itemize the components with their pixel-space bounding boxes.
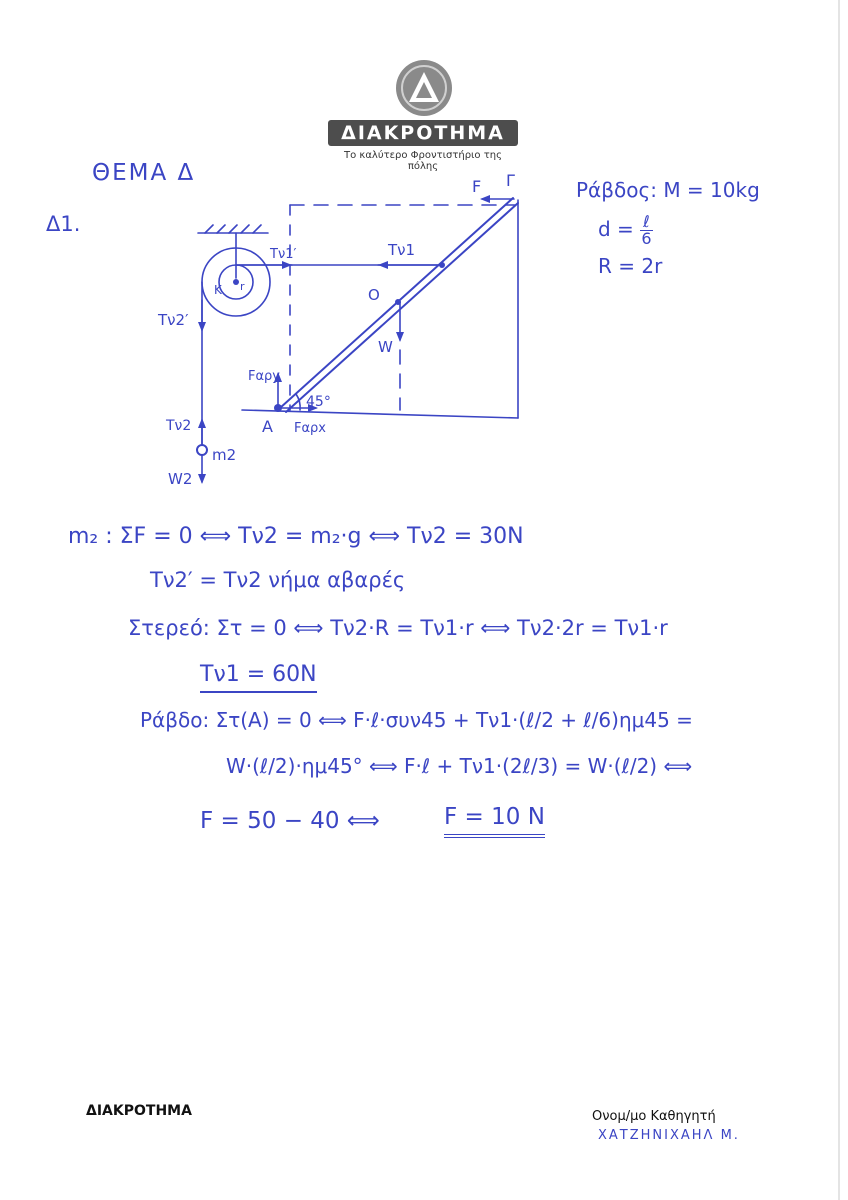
label-Tn2: Tν2 [166,418,192,434]
given-d-denominator: 6 [641,229,652,248]
footer-teacher-name: ΧΑΤΖΗΝΙΧΑΗΛ Μ. [598,1128,740,1143]
label-m2: m2 [212,446,237,464]
label-F: F [472,177,482,196]
question-label: Δ1. [46,212,81,236]
solution-line-1: m₂ : ΣF = 0 ⟺ Tν2 = m₂·g ⟺ Tν2 = 30N [68,524,524,549]
logo-wordmark: ΔΙΑΚΡΟΤΗΜΑ [328,120,518,146]
solution-line-2: Tν2′ = Tν2 νήμα αβαρές [150,568,406,592]
label-Fapx: Fαρx [294,421,326,436]
logo-tagline: Το καλύτερο Φροντιστήριο της πόλης [344,150,502,172]
solution-line-6: W·(ℓ/2)·ημ45° ⟺ F·ℓ + Tν1·(2ℓ/3) = W·(ℓ/2) ⟺ [226,754,693,778]
label-W2: W2 [168,470,193,488]
label-Tn1: Tν1 [388,241,416,259]
solution-line-7a: F = 50 − 40 ⟺ [200,808,380,834]
label-K: K [214,283,222,297]
given-rod-mass: Ράβδος: M = 10kg [576,178,760,202]
label-O: O [368,286,380,304]
topic-heading: ΘΕΜΑ Δ [92,160,196,186]
given-d-label: d = [598,217,634,241]
label-Gamma: Γ [506,171,515,190]
final-answer: F = 10 N [444,804,545,838]
label-angle: 45° [306,394,331,410]
label-W: W [378,338,393,356]
solution-line-3: Στερεό: Στ = 0 ⟺ Tν2·R = Tν1·r ⟺ Tν2·2r = Tν1·r [128,616,668,640]
solution-line-5: Ράβδο: Στ(A) = 0 ⟺ F·ℓ·συν45 + Tν1·(ℓ/2 + ℓ/6)ημ45 = [140,708,693,732]
label-Fapy: Fαρy [248,369,280,384]
given-d-numerator: ℓ [640,214,653,231]
footer-teacher-label: Ονομ/μο Καθηγητή [592,1109,716,1124]
label-A: A [262,417,273,436]
footer-brand: ΔΙΑΚΡΟΤΗΜΑ [86,1103,192,1119]
label-Tn1-prime: Tν1′ [270,247,297,262]
solution-line-4: Tν1 = 60N [200,662,317,693]
label-Tn2-prime: Tν2′ [158,311,189,329]
given-radius: R = 2r [598,254,663,278]
label-r: r [240,280,245,293]
